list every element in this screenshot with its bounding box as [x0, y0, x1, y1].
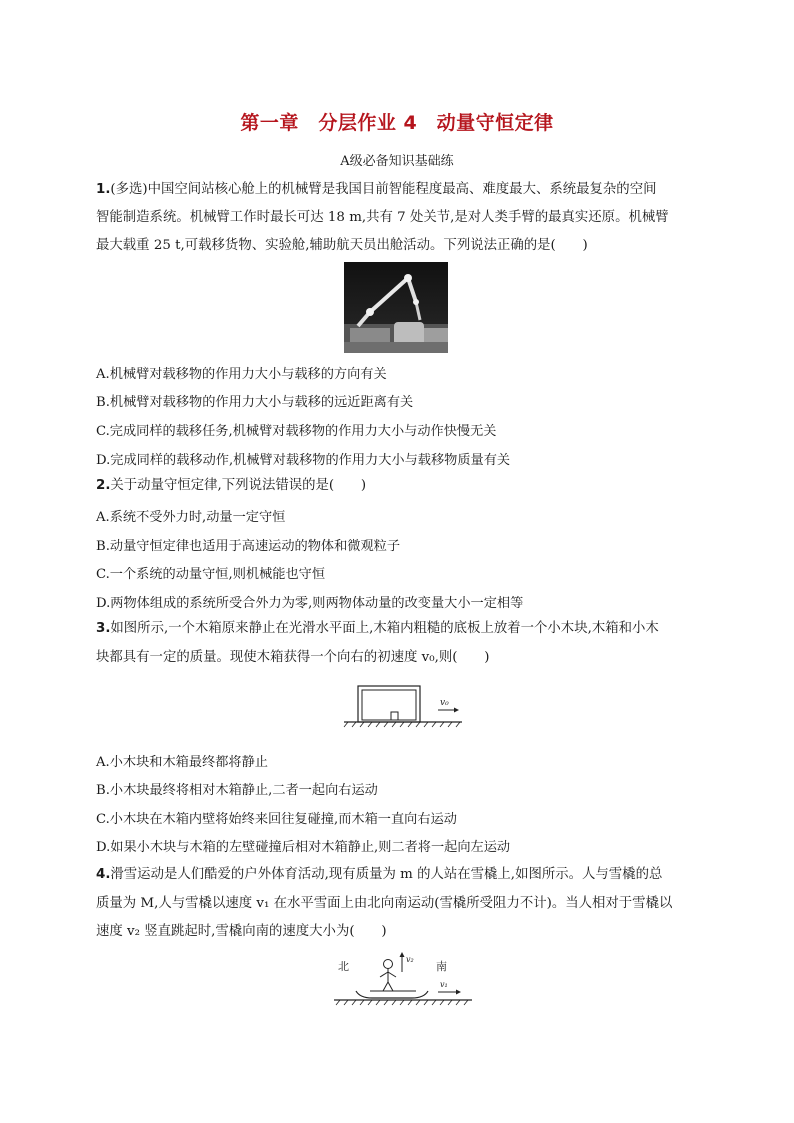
- q2-option-a: A.系统不受外力时,动量一定守恒: [96, 510, 286, 525]
- q2-option-b: B.动量守恒定律也适用于高速运动的物体和微观粒子: [96, 539, 401, 554]
- small-block: [391, 712, 398, 720]
- q4-line-2: 质量为 M,人与雪橇以速度 v₁ 在水平雪面上由北向南运动(雪橇所受阻力不计)。当人相对于雪橇以: [96, 896, 673, 911]
- wooden-box: [358, 686, 420, 722]
- q2-number: 2.: [96, 478, 111, 493]
- robotic-arm-photo: [344, 262, 448, 353]
- north-label: 北: [338, 960, 349, 973]
- v0-label: v₀: [440, 698, 449, 708]
- q4-line-3: 速度 v₂ 竖直跳起时,雪橇向南的速度大小为( ): [96, 924, 387, 939]
- q3-line-1: 3.如图所示,一个木箱原来静止在光滑水平面上,木箱内粗糙的底板上放着一个小木块,木箱和小木: [96, 621, 659, 636]
- q4-number: 4.: [96, 867, 111, 882]
- q1-option-d: D.完成同样的载移动作,机械臂对载移物的作用力大小与载移物质量有关: [96, 453, 511, 468]
- q1-line-2: 智能制造系统。机械臂工作时最长可达 18 m,共有 7 处关节,是对人类手臂的最真实还原。机械臂: [96, 210, 669, 225]
- section-subtitle: A级必备知识基础练: [340, 154, 454, 169]
- q2-option-d: D.两物体组成的系统所受合外力为零,则两物体动量的改变量大小一定相等: [96, 596, 524, 611]
- q3-option-b: B.小木块最终将相对木箱静止,二者一起向右运动: [96, 783, 378, 798]
- v1-label: v₁: [440, 980, 448, 989]
- q3-option-d: D.如果小木块与木箱的左壁碰撞后相对木箱静止,则二者将一起向左运动: [96, 840, 511, 855]
- page-title: 第一章 分层作业 4 动量守恒定律: [240, 112, 554, 134]
- v2-label: v₂: [406, 955, 414, 964]
- q1-line-3: 最大载重 25 t,可载移货物、实验舱,辅助航天员出舱活动。下列说法正确的是( ): [96, 238, 588, 253]
- south-label: 南: [436, 960, 447, 973]
- q3-option-c: C.小木块在木箱内壁将始终来回往复碰撞,而木箱一直向右运动: [96, 812, 457, 827]
- q1-line-1: 1.(多选)中国空间站核心舱上的机械臂是我国目前智能程度最高、难度最大、系统最复杂的空间: [96, 182, 657, 197]
- q1-option-b: B.机械臂对载移物的作用力大小与载移的远近距离有关: [96, 395, 414, 410]
- q1-number: 1.: [96, 182, 111, 197]
- box-diagram: [340, 680, 466, 730]
- q3-option-a: A.小木块和木箱最终都将静止: [96, 755, 268, 770]
- q2-option-c: C.一个系统的动量守恒,则机械能也守恒: [96, 567, 326, 582]
- sled: [356, 991, 428, 998]
- q4-line-1: 4.滑雪运动是人们酷爱的户外体育活动,现有质量为 m 的人站在雪橇上,如图所示。人与雪橇的总: [96, 867, 663, 882]
- q3-line-2: 块都具有一定的质量。现使木箱获得一个向右的初速度 v₀,则( ): [96, 650, 490, 665]
- sled-diagram: [326, 950, 476, 1008]
- q1-option-a: A.机械臂对载移物的作用力大小与载移的方向有关: [96, 367, 387, 382]
- person-figure: [384, 960, 393, 969]
- q1-option-c: C.完成同样的载移任务,机械臂对载移物的作用力大小与动作快慢无关: [96, 424, 497, 439]
- q3-number: 3.: [96, 621, 111, 636]
- q2-line-1: 2.关于动量守恒定律,下列说法错误的是( ): [96, 478, 367, 493]
